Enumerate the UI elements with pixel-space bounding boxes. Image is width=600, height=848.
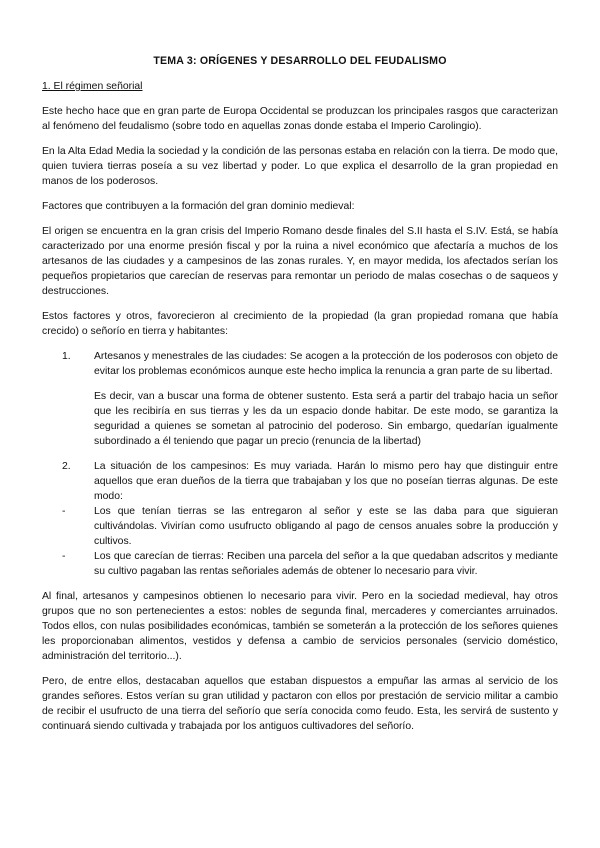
list-item-paragraph: La situación de los campesinos: Es muy variada. Harán lo mismo pero hay que distinguir entre aquellos que eran dueños de la tierra que trabajaban y los que no poseían tierras algunas. De este modo: [94,461,558,502]
dash-item [42,549,558,579]
list-item-paragraph: Es decir, van a buscar una forma de obtener sustento. Esta será a partir del trabajo hacia un señor que les recibiría en sus tierras y les da un espacio donde habitar. De este modo, se garantiza la seguridad a quienes se sometan al patrocinio del poderoso. Sin embargo, quedarían igualmente subordinado a él teniendo que pagar un precio (renuncia de la libertad) [94,391,558,447]
dash-item [42,504,558,549]
list-item [42,349,558,449]
paragraph: En la Alta Edad Media la sociedad y la condición de las personas estaba en relación con la tierra. De modo que, quien tuviera tierras poseía a su vez libertad y poder. Lo que explica el desarrollo de la gran propiedad en manos de los poderosos. [42,146,558,187]
list-number: 2. [62,461,71,472]
document-title: TEMA 3: ORÍGENES Y DESARROLLO DEL FEUDALISMO [153,55,447,67]
paragraph: Factores que contribuyen a la formación del gran dominio medieval: [42,201,355,212]
section-heading: 1. El régimen señorial [42,81,143,92]
paragraph: Estos factores y otros, favorecieron al crecimiento de la propiedad (la gran propiedad romana que había crecido) o señorío en tierra y habitantes: [42,311,558,337]
paragraph: Al final, artesanos y campesinos obtienen lo necesario para vivir. Pero en la sociedad medieval, hay otros grupos que no son pertenecientes a estos: nobles de segunda final, mercaderes y comerciantes arruinados. Todos ellos, con nulas posibilidades económicas, también se someterán a la protección de los señores quienes les proporcionaban alimentos, vestidos y defensa a cambio de servicios personales (servicio doméstico, administración del territorio...). [42,591,558,662]
paragraph: Pero, de entre ellos, destacaban aquellos que estaban dispuestos a empuñar las armas al servicio de los grandes señores. Estos verían su gran utilidad y pactaron con ellos por prestación de servicio militar a cambio de recibir el usufructo de una tierra del señorío que sería conocida como feudo. Esta, les servirá de sustento y continuará siendo cultivada y trabajada por los antiguos cultivadores del señorío. [42,676,558,732]
list-item-paragraph: Artesanos y menestrales de las ciudades: Se acogen a la protección de los poderosos con objeto de evitar los problemas económicos aunque este hecho implica la renuncia a gran parte de su libertad. [94,351,558,377]
list-item [42,459,558,504]
dash-marker: - [62,551,66,562]
dash-item-text: Los que tenían tierras se las entregaron al señor y este se las daba para que siguieran cultivándolas. Vivirían como usufructo obligando al pago de censos anuales sobre la producción y cultivos. [94,506,558,547]
list-number: 1. [62,351,71,362]
dash-item-text: Los que carecían de tierras: Reciben una parcela del señor a la que quedaban adscritos y mediante su cultivo pagaban las rentas señoriales además de obtener lo necesario para vivir. [94,551,558,577]
dash-marker: - [62,506,66,517]
paragraph: El origen se encuentra en la gran crisis del Imperio Romano desde finales del S.II hasta el S.IV. Está, se había caracterizado por una enorme presión fiscal y por la ruina a nivel económico que afectaría a muchos de los artesanos de las ciudades y a campesinos de las zonas rurales. Y, en mayor medida, los afectados serían los pequeños propietarios que carecían de reservas para remontar un periodo de malas cosechas o de saqueos y destrucciones. [42,226,558,297]
dash-list [42,504,558,579]
numbered-list [42,349,558,504]
paragraph: Este hecho hace que en gran parte de Europa Occidental se produzcan los principales rasgos que caracterizan al fenómeno del feudalismo (sobre todo en aquellas zonas donde estaba el Imperio Carolingio). [42,106,558,132]
